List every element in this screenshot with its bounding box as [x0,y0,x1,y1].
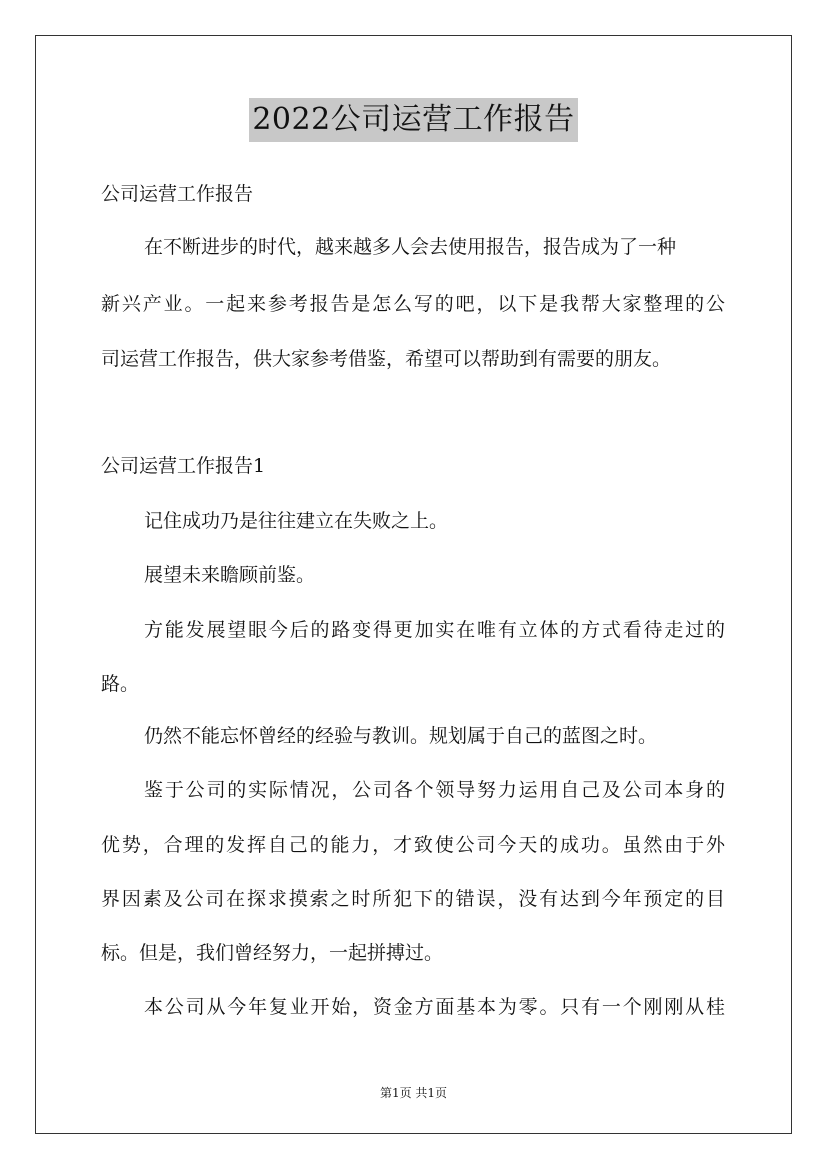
paragraph-5-line-1: 鉴于公司的实际情况，公司各个领导努力运用自己及公司本身的 [144,779,727,801]
page-number: 第1页 共1页 [379,1086,448,1100]
paragraph-2: 展望未来瞻顾前鉴。 [144,564,316,586]
intro-line-1-text: 在不断进步的时代，越来越多人会去使用报告，报告成为了一种 [144,236,677,258]
title-container [0,98,827,142]
intro-line-3: 司运营工作报告，供大家参考借鉴，希望可以帮助到有需要的朋友。 [101,348,672,370]
paragraph-3-line-2: 路。 [101,673,140,695]
document-title: 2022公司运营工作报告 [249,98,577,142]
page-footer [0,1085,827,1101]
intro-line-2: 新兴产业。一起来参考报告是怎么写的吧，以下是我帮大家整理的公 [101,293,727,315]
subtitle: 公司运营工作报告 [101,183,254,205]
intro-line-1 [101,234,725,260]
paragraph-4: 仍然不能忘怀曾经的经验与教训。规划属于自己的蓝图之时。 [144,725,658,747]
paragraph-5-line-4: 标。但是，我们曾经努力，一起拼搏过。 [101,942,444,964]
paragraph-5-line-2: 优势，合理的发挥自己的能力，才致使公司今天的成功。虽然由于外 [101,834,727,856]
paragraph-5-line-3: 界因素及公司在探求摸索之时所犯下的错误，没有达到今年预定的目 [101,888,727,910]
section-heading: 公司运营工作报告1 [101,455,266,477]
paragraph-3-line-1: 方能发展望眼今后的路变得更加实在唯有立体的方式看待走过的 [144,619,727,641]
paragraph-6-line-1: 本公司从今年复业开始，资金方面基本为零。只有一个刚刚从桂 [144,996,727,1018]
paragraph-1: 记住成功乃是往往建立在失败之上。 [144,510,449,532]
